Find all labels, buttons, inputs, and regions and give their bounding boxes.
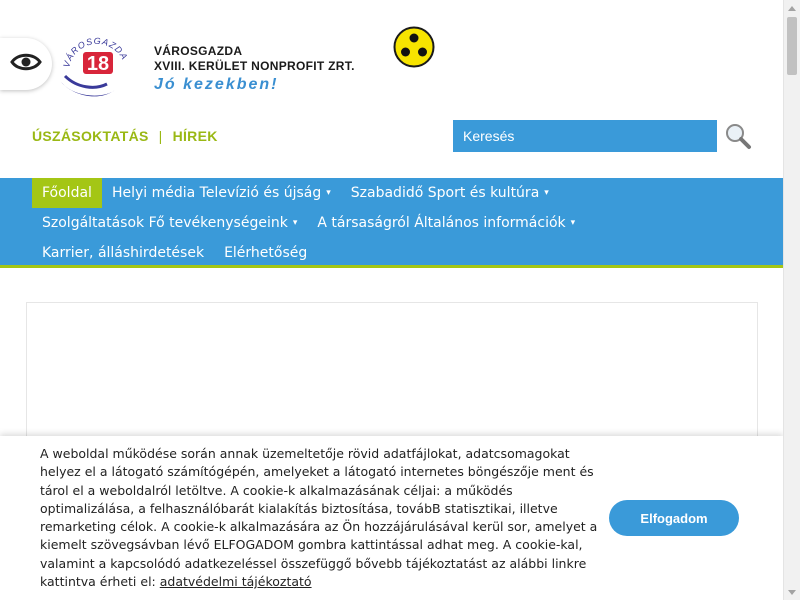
news-link[interactable]: HÍREK xyxy=(172,128,218,144)
brand-block xyxy=(154,44,355,94)
nav-item-label: Elérhetőség xyxy=(224,245,308,261)
nav-item-label: Szolgáltatások Fő tevékenységeink xyxy=(42,215,288,231)
accessibility-view-button[interactable] xyxy=(0,38,52,90)
nav-row-1 xyxy=(32,178,559,208)
site-logo[interactable] xyxy=(55,28,135,104)
brand-subtitle: XVIII. KERÜLET NONPROFIT ZRT. xyxy=(154,59,355,73)
visually-impaired-icon[interactable] xyxy=(393,26,435,68)
nav-item-label: Főoldal xyxy=(42,185,92,201)
nav-item-contact[interactable] xyxy=(214,238,317,268)
top-links-separator: | xyxy=(158,128,163,144)
nav-item-home[interactable] xyxy=(32,178,102,208)
caret-down-icon: ▾ xyxy=(326,188,331,198)
eye-icon xyxy=(10,52,42,76)
search-icon xyxy=(724,135,752,154)
nav-item-leisure[interactable] xyxy=(341,178,559,208)
nav-item-label: Szabadidő Sport és kultúra xyxy=(350,185,540,201)
swimming-link[interactable]: ÚSZÁSOKTATÁS xyxy=(32,128,149,144)
search-input[interactable] xyxy=(453,120,717,152)
scrollbar-thumb[interactable] xyxy=(787,17,797,75)
logo-number: 18 xyxy=(86,53,110,75)
nav-row-2 xyxy=(32,208,585,238)
search-button[interactable] xyxy=(724,122,752,150)
nav-item-label: Karrier, álláshirdetések xyxy=(42,245,205,261)
nav-row-3 xyxy=(32,238,317,268)
nav-item-local-media[interactable] xyxy=(102,178,341,208)
caret-down-icon: ▾ xyxy=(570,218,576,228)
top-links xyxy=(32,128,218,144)
brand-slogan: Jó kezekben! xyxy=(154,76,279,93)
logo-arc-text: VÁROSGAZDA xyxy=(61,35,130,69)
caret-down-icon: ▾ xyxy=(544,188,549,198)
accept-cookies-button[interactable]: Elfogadom xyxy=(609,500,739,536)
cookie-notice-body: A weboldal működése során annak üzemeltetője rövid adatfájlokat, adatcsomagokat helyez el a látogató számítógépén, amelyeket a látogató internetes böngészője ment és tárol el a weboldalról letöltve. A cookie-k alkalmazásának céljai: a működés optimalizálása, a felhasználóbarát kialakítás biztosítása, továbB statisztikai, illetve remarketing célok. A cookie-k alkalmazására az Ön hozzájárulásával kerül sor, amelyet a kiemelt szövegsávban lévő ELFOGADOM gombra kattintással adhat meg. A cookie-kal, valamint a kapcsolódó adatkezeléssel összefüggő bővebb tájékoztatást az alábbi linkre kattintva érheti el: xyxy=(40,446,598,590)
nav-item-label: A társaságról Általános információk xyxy=(317,215,566,231)
cookie-consent-bar xyxy=(0,436,783,600)
scroll-down-icon[interactable] xyxy=(784,584,800,600)
scroll-up-icon[interactable] xyxy=(784,0,800,16)
privacy-policy-link[interactable]: adatvédelmi tájékoztató xyxy=(159,574,312,590)
nav-item-careers[interactable] xyxy=(32,238,214,268)
main-navigation xyxy=(0,178,783,268)
search-placeholder: Keresés xyxy=(463,128,515,144)
nav-item-label: Helyi média Televízió és újság xyxy=(111,185,322,201)
vertical-scrollbar[interactable] xyxy=(783,0,800,600)
brand-name: VÁROSGAZDA xyxy=(154,44,243,58)
cookie-notice-text xyxy=(40,445,600,591)
nav-item-about[interactable] xyxy=(307,208,585,238)
caret-down-icon: ▾ xyxy=(292,218,298,228)
nav-item-services[interactable] xyxy=(32,208,307,238)
